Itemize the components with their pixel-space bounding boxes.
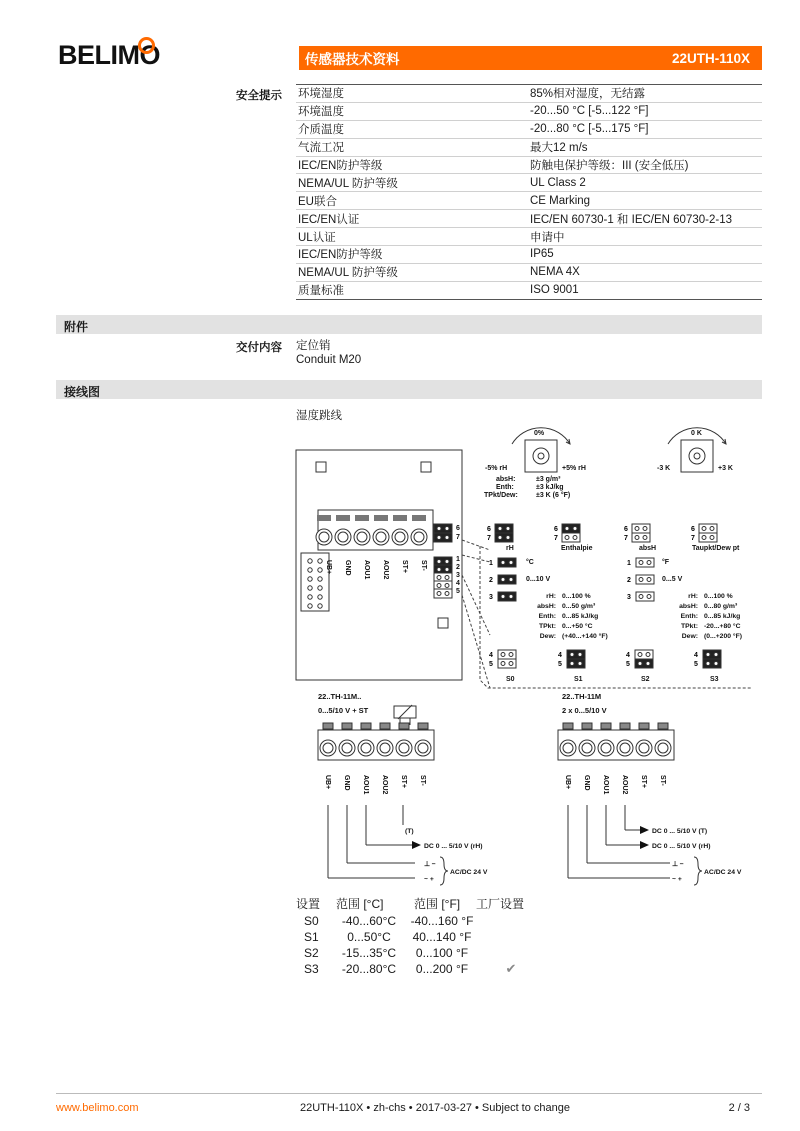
left-out: AC/DC 24 V <box>450 869 488 876</box>
mode-label: Enthalpie <box>561 545 593 552</box>
factory-cell <box>476 945 546 961</box>
spec-value: 防触电保护等级：III (安全低压) <box>528 156 762 174</box>
range-setting: S3 <box>304 962 319 976</box>
s-label: S1 <box>574 676 583 683</box>
range-value: 0...100 % <box>562 593 591 600</box>
range-row <box>296 929 546 945</box>
range-f: 0...100 °F <box>415 946 469 960</box>
range-value: 0...50 g/m³ <box>562 603 596 610</box>
range-row <box>296 913 546 929</box>
pin-dot <box>308 568 312 572</box>
terminal-label: ST+ <box>640 775 647 789</box>
terminal-label: ST- <box>420 560 427 571</box>
spec-value: UL Class 2 <box>528 174 762 192</box>
pin-label: 6 <box>624 526 628 533</box>
note-key: Enth: <box>496 484 514 491</box>
s-label: S3 <box>710 676 719 683</box>
pin-label: 3 <box>456 572 460 579</box>
terminal-clamp <box>617 740 633 756</box>
range-key: Dew: <box>539 633 556 640</box>
spec-row <box>296 174 762 192</box>
terminal-clamp <box>358 740 374 756</box>
pin-label: 2 <box>627 577 631 584</box>
right-out: AC/DC 24 V <box>704 869 742 876</box>
terminal-label: AOU1 <box>362 775 369 795</box>
pin-label: 3 <box>489 594 493 601</box>
factory-cell <box>476 961 546 977</box>
pin-dot <box>308 586 312 590</box>
range-c: -20...80°C <box>341 962 397 976</box>
mode-label: Taupkt/Dew pt <box>692 545 740 552</box>
pin-label: 7 <box>554 535 558 542</box>
range-key: Dew: <box>681 633 698 640</box>
range-f: 40...140 °F <box>412 930 472 944</box>
note-val: ±3 g/m³ <box>536 476 561 483</box>
terminal-clamp <box>415 740 431 756</box>
range-table <box>296 893 546 977</box>
terminal-label: ST- <box>419 775 426 786</box>
pin-dot <box>318 595 322 599</box>
jumper-title: 湿度跳线 <box>296 410 342 422</box>
range-header: 范围 [°C] <box>336 896 384 911</box>
spec-value: 最大12 m/s <box>528 138 762 156</box>
spec-key: 气流工况 <box>296 138 528 156</box>
spec-key: IEC/EN防护等级 <box>296 156 528 174</box>
range-row <box>296 961 546 977</box>
pin-label: 4 <box>456 580 460 587</box>
spec-value: IEC/EN 60730-1 和 IEC/EN 60730-2-13 <box>528 210 762 228</box>
pin-dot <box>308 559 312 563</box>
left-sub: 0...5/10 V + ST <box>318 706 369 715</box>
terminal-clamp <box>655 740 671 756</box>
pin-label: 1 <box>489 560 493 567</box>
spec-row <box>296 210 762 228</box>
wiring-diagram <box>290 420 760 890</box>
spec-key: IEC/EN认证 <box>296 210 528 228</box>
spec-key: NEMA/UL 防护等级 <box>296 174 528 192</box>
unit-f: °F <box>662 559 670 566</box>
factory-check-icon: ✔ <box>505 961 517 976</box>
footer-link[interactable]: www.belimo.com <box>56 1102 139 1114</box>
dial-k-center: 0 K <box>691 430 702 437</box>
pin-dot <box>318 604 322 608</box>
spec-row <box>296 156 762 174</box>
pin-label: 7 <box>624 535 628 542</box>
pin-label: 2 <box>456 564 460 571</box>
range-setting: S0 <box>304 914 319 928</box>
terminal-clamp <box>354 529 370 545</box>
s-label: S2 <box>641 676 650 683</box>
delivery-item: Conduit M20 <box>296 354 362 366</box>
terminal-clamp <box>560 740 576 756</box>
pin-dot <box>318 568 322 572</box>
factory-cell <box>476 929 546 945</box>
range-f: -40...160 °F <box>410 914 474 928</box>
pin-label: 7 <box>487 535 491 542</box>
pin-label: 1 <box>456 556 460 563</box>
spec-key: IEC/EN防护等级 <box>296 246 528 264</box>
range-setting: S2 <box>304 946 319 960</box>
terminal-label: GND <box>343 775 350 791</box>
spec-row <box>296 263 762 281</box>
left-out: ~ + <box>424 876 434 883</box>
range-value: (+40...+140 °F) <box>562 633 608 640</box>
delivery-label: 交付内容 <box>236 342 282 354</box>
terminal-label: UB+ <box>564 775 571 790</box>
range-value: 0...+50 °C <box>562 623 593 630</box>
terminal-screw <box>336 515 350 521</box>
pin-dot <box>318 586 322 590</box>
pin-dot <box>308 595 312 599</box>
terminal-label: UB+ <box>324 775 331 790</box>
spec-row <box>296 138 762 156</box>
pin-label: 5 <box>558 661 562 668</box>
spec-key: 介质温度 <box>296 120 528 138</box>
spec-row <box>296 228 762 246</box>
terminal-clamp <box>377 740 393 756</box>
range-value: (0...+200 °F) <box>704 633 743 640</box>
range-c: 0...50°C <box>347 930 391 944</box>
terminal-screw <box>355 515 369 521</box>
range-key: rH: <box>688 593 698 600</box>
right-model: 22..TH-11M <box>562 692 602 701</box>
pin-label: 3 <box>627 594 631 601</box>
pin-label: 5 <box>489 661 493 668</box>
mode-label: rH <box>506 545 514 552</box>
pin-label: 6 <box>487 526 491 533</box>
terminal-label: AOU1 <box>363 560 370 580</box>
spec-row <box>296 120 762 138</box>
range-key: TPkt: <box>539 623 556 630</box>
terminal-screw <box>412 515 426 521</box>
belimo-logo: BELIMO <box>58 40 160 70</box>
terminal-clamp <box>335 529 351 545</box>
terminal-clamp <box>339 740 355 756</box>
terminal-label: AOU1 <box>602 775 609 795</box>
spec-value: 85%相对湿度，无结露 <box>528 85 762 103</box>
spec-value: ISO 9001 <box>528 281 762 299</box>
out-10v: 0...10 V <box>526 576 551 583</box>
dial-k-plus: +3 K <box>718 465 733 472</box>
range-value: 0...85 kJ/kg <box>704 613 741 620</box>
range-value: 0...85 kJ/kg <box>562 613 599 620</box>
left-out: (T) <box>405 828 414 835</box>
sensor-resistor-icon <box>394 705 416 725</box>
note-key: absH: <box>496 476 516 483</box>
spec-key: 环境温度 <box>296 102 528 120</box>
pin-label: 7 <box>691 535 695 542</box>
logo-ring-icon <box>138 37 155 54</box>
spec-key: UL认证 <box>296 228 528 246</box>
right-sub: 2 x 0...5/10 V <box>562 706 607 715</box>
range-value: 0...100 % <box>704 593 733 600</box>
terminal-clamp <box>598 740 614 756</box>
model-code: 22UTH-110X <box>671 50 750 66</box>
terminal-clamp <box>373 529 389 545</box>
range-key: Enth: <box>538 613 556 620</box>
terminal-screw <box>317 515 331 521</box>
footer-divider <box>56 1093 762 1094</box>
terminal-label: ST- <box>659 775 666 786</box>
terminal-label: GND <box>583 775 590 791</box>
pin-label: 6 <box>691 526 695 533</box>
pin-label: 6 <box>554 526 558 533</box>
spec-key: NEMA/UL 防护等级 <box>296 263 528 281</box>
factory-cell <box>476 913 546 929</box>
left-out: DC 0 ... 5/10 V (rH) <box>424 843 483 850</box>
pin-label: 4 <box>558 652 562 659</box>
range-key: absH: <box>679 603 698 610</box>
terminal-label: AOU2 <box>382 560 389 580</box>
range-key: absH: <box>537 603 556 610</box>
pin-label: 1 <box>627 560 631 567</box>
footer-doc-info: 22UTH-110X • zh-chs • 2017-03-27 • Subject to change <box>300 1102 570 1114</box>
right-out: ⊥ − <box>672 861 684 868</box>
pin-label: 5 <box>694 661 698 668</box>
right-out: DC 0 ... 5/10 V (rH) <box>652 843 711 850</box>
pin-dot <box>318 577 322 581</box>
terminal-label: ST+ <box>400 775 407 789</box>
header-bar <box>299 46 762 70</box>
terminal-clamp <box>579 740 595 756</box>
delivery-item: 定位销 <box>296 340 331 352</box>
terminal-label: AOU2 <box>621 775 628 795</box>
dial-rh-center: 0% <box>534 430 545 437</box>
range-key: Enth: <box>680 613 698 620</box>
note-val: ±3 K (6 °F) <box>536 492 571 499</box>
spec-key: 环境湿度 <box>296 85 528 103</box>
terminal-label: ST+ <box>401 560 408 574</box>
spec-row <box>296 85 762 103</box>
note-key: TPkt/Dew: <box>484 492 518 499</box>
terminal-screw <box>393 515 407 521</box>
delivery-items <box>296 339 361 367</box>
terminal-label: UB+ <box>325 560 332 575</box>
dial-k-minus: -3 K <box>657 465 671 472</box>
range-c: -40...60°C <box>341 914 397 928</box>
range-setting: S1 <box>304 930 319 944</box>
range-header: 工厂设置 <box>476 896 525 911</box>
pin-dot <box>308 604 312 608</box>
note-val: ±3 kJ/kg <box>536 484 564 491</box>
range-value: -20...+80 °C <box>704 623 741 630</box>
right-out: ~ + <box>672 876 682 883</box>
spec-row <box>296 281 762 299</box>
mode-label: absH <box>639 545 657 552</box>
left-out: ⊥ − <box>424 861 436 868</box>
range-value: 0...80 g/m³ <box>704 603 738 610</box>
spec-row <box>296 246 762 264</box>
range-f: 0...200 °F <box>415 962 469 976</box>
terminal-clamp <box>396 740 412 756</box>
spec-value: 申请中 <box>528 228 762 246</box>
pin-label: 5 <box>626 661 630 668</box>
pin-label: 5 <box>456 588 460 595</box>
pin-label: 2 <box>489 577 493 584</box>
right-out: DC 0 ... 5/10 V (T) <box>652 828 708 835</box>
terminal-clamp <box>316 529 332 545</box>
terminal-clamp <box>320 740 336 756</box>
safety-label: 安全提示 <box>236 90 282 102</box>
range-key: TPkt: <box>681 623 698 630</box>
out-5v: 0...5 V <box>662 576 683 583</box>
pin-dot <box>318 559 322 563</box>
spec-value: -20...80 °C [-5...175 °F] <box>528 120 762 138</box>
dial-rh-minus: -5% rH <box>485 465 508 472</box>
spec-key: EU联合 <box>296 192 528 210</box>
spec-value: -20...50 °C [-5...122 °F] <box>528 102 762 120</box>
range-key: rH: <box>546 593 556 600</box>
pin-label: 4 <box>626 652 630 659</box>
pin-label: 6 <box>456 525 460 532</box>
dial-rh-plus: +5% rH <box>562 465 586 472</box>
terminal-clamp <box>411 529 427 545</box>
s-label: S0 <box>506 676 515 683</box>
pin-label: 4 <box>694 652 698 659</box>
terminal-clamp <box>636 740 652 756</box>
spec-key: 质量标准 <box>296 281 528 299</box>
spec-value: NEMA 4X <box>528 263 762 281</box>
unit-c: °C <box>526 559 534 566</box>
spec-row <box>296 192 762 210</box>
range-header: 范围 [°F] <box>414 896 461 911</box>
page-number: 2 / 3 <box>728 1102 750 1114</box>
terminal-screw <box>374 515 388 521</box>
spec-value: CE Marking <box>528 192 762 210</box>
spec-value: IP65 <box>528 246 762 264</box>
pin-label: 7 <box>456 534 460 541</box>
section-wiring: 接线图 <box>56 380 762 399</box>
spec-row <box>296 102 762 120</box>
section-accessories: 附件 <box>56 315 762 334</box>
range-row <box>296 945 546 961</box>
terminal-clamp <box>392 529 408 545</box>
pin-dot <box>308 577 312 581</box>
terminal-label: AOU2 <box>381 775 388 795</box>
page-title: 传感器技术资料 <box>305 52 400 67</box>
range-header: 设置 <box>296 896 321 911</box>
safety-table <box>296 84 762 300</box>
left-model: 22..TH-11M.. <box>318 692 362 701</box>
pin-label: 4 <box>489 652 493 659</box>
terminal-label: GND <box>344 560 351 576</box>
range-c: -15...35°C <box>341 946 397 960</box>
